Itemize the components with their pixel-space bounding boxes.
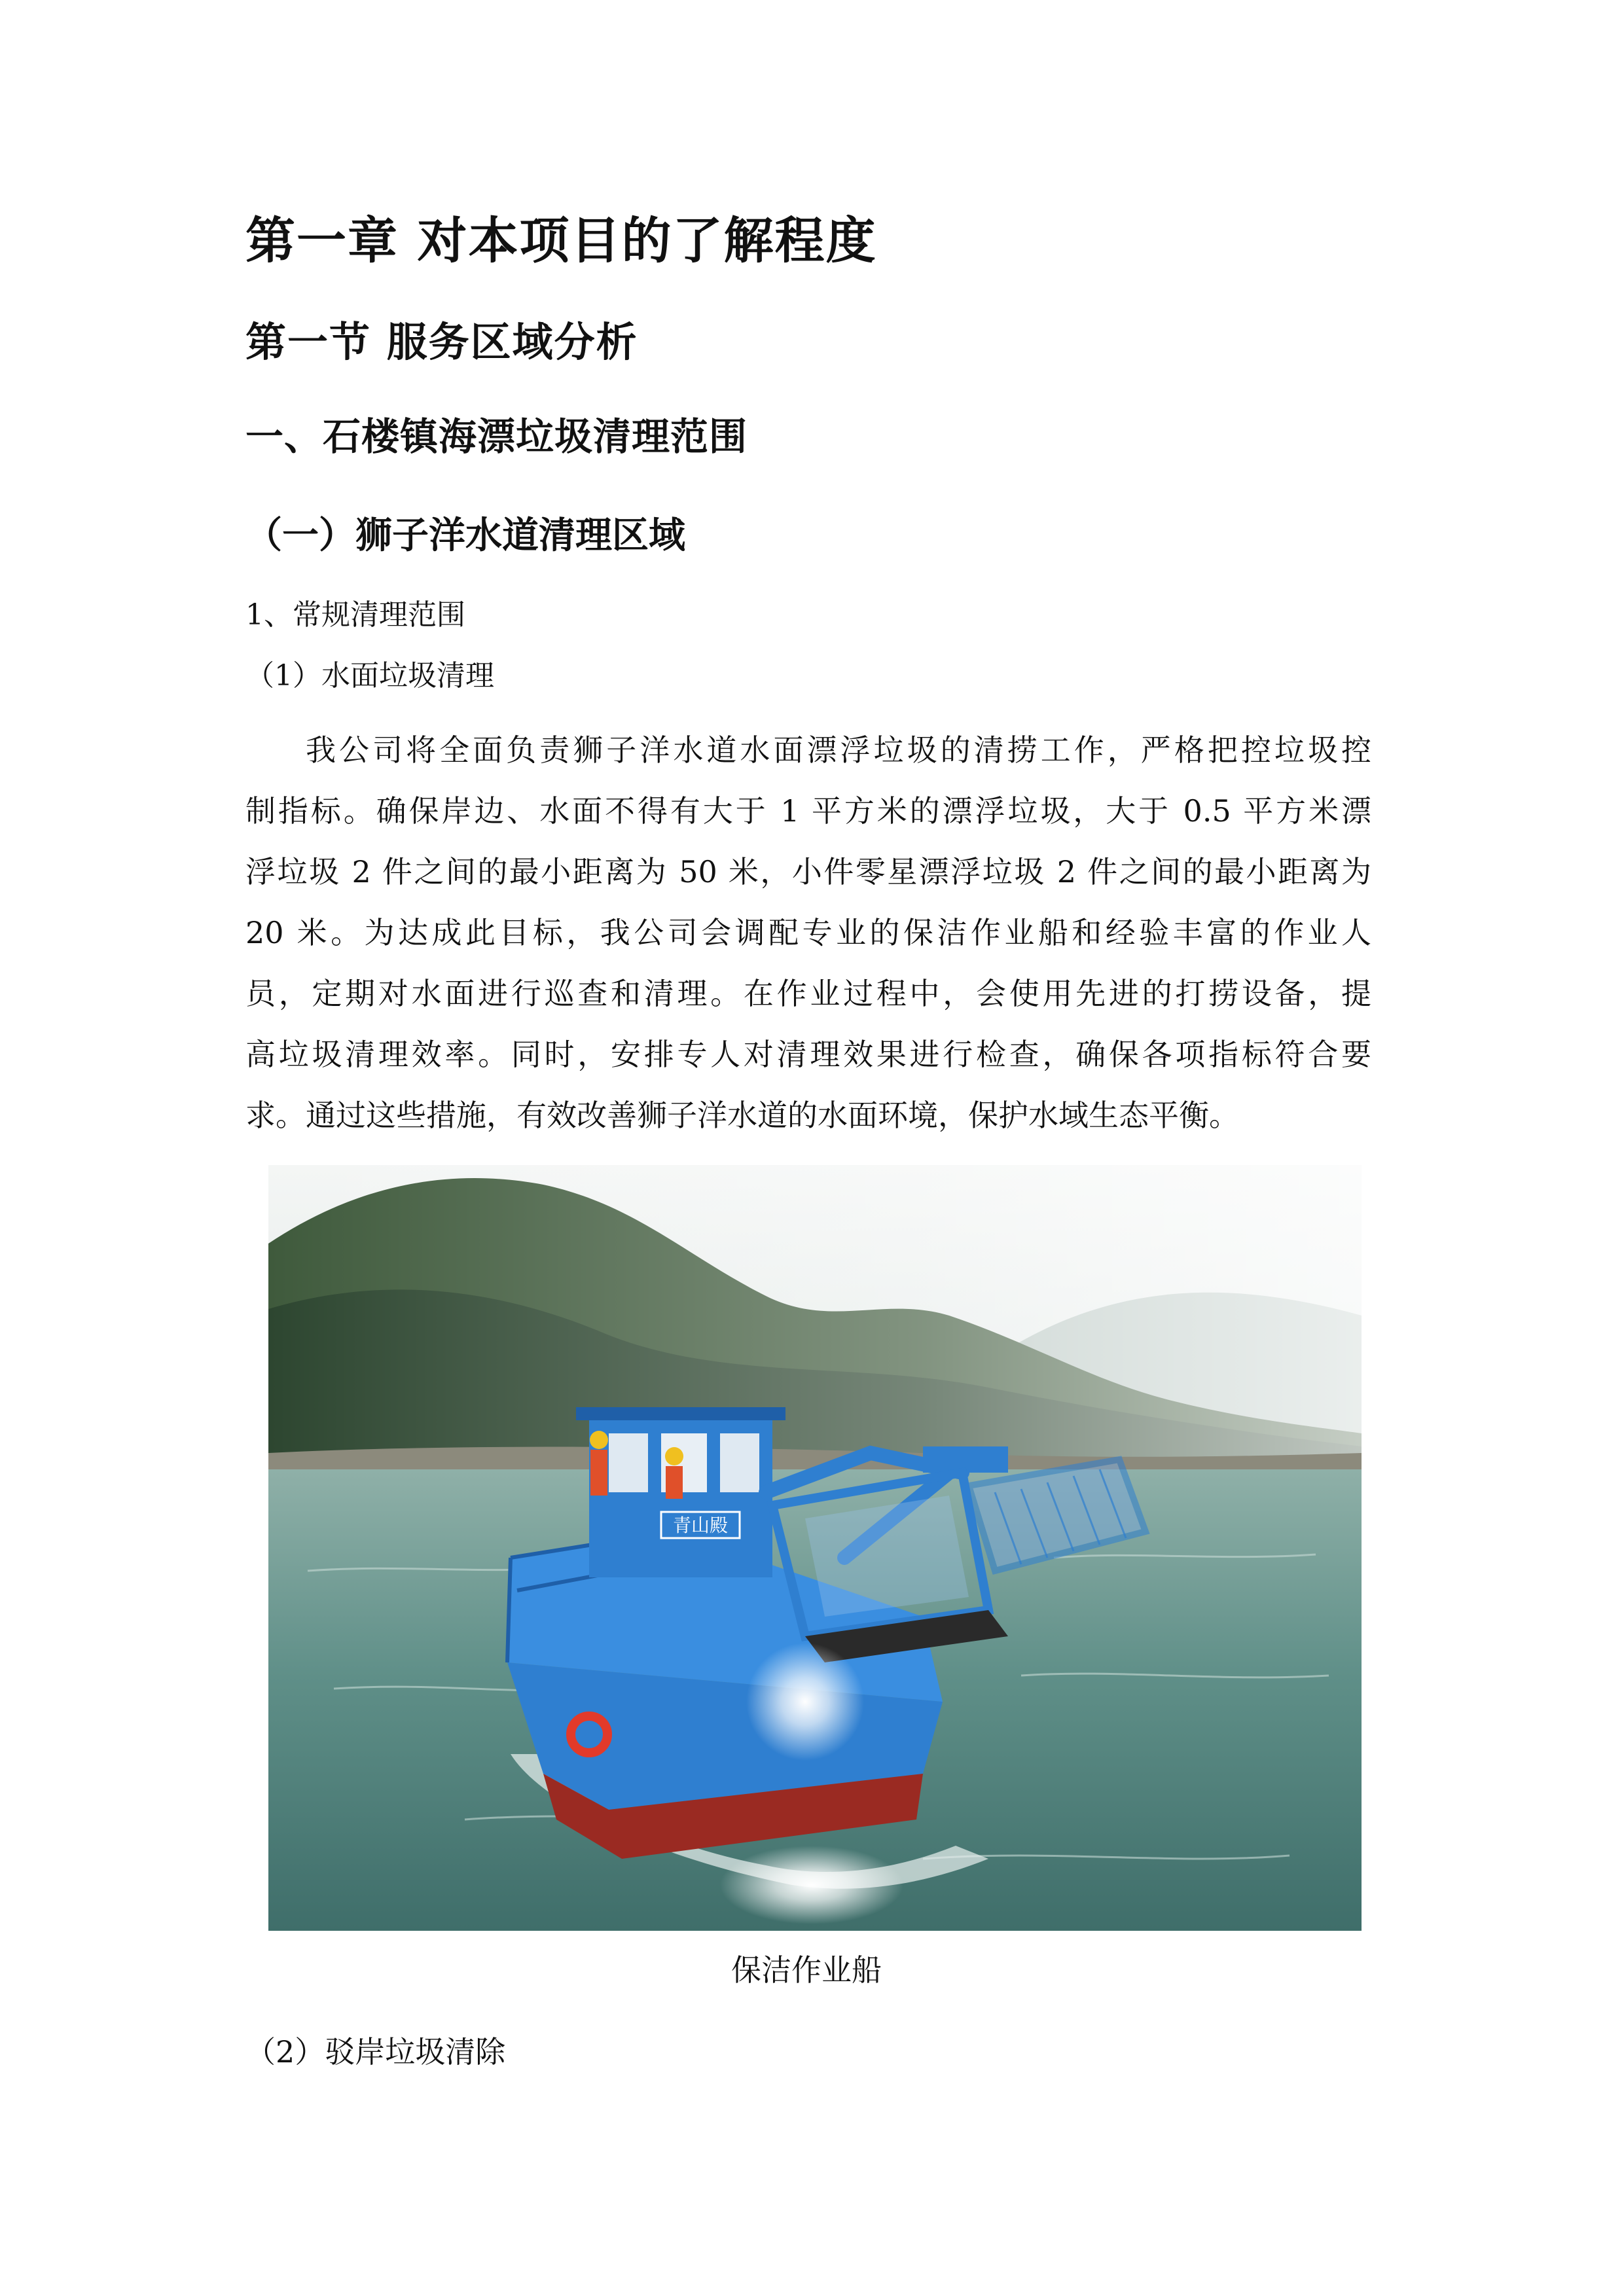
- cleaning-boat-photo: [268, 1165, 1362, 1931]
- paragraph-line: 20 米。为达成此目标，我公司会调配专业的保洁作业船和经验丰富的作业人: [245, 915, 1371, 950]
- paragraph-line: 制指标。确保岸边、水面不得有大于 1 平方米的漂浮垃圾，大于 0.5 平方米漂: [245, 793, 1371, 829]
- paragraph-line: 浮垃圾 2 件之间的最小距离为 50 米，小件零星漂浮垃圾 2 件之间的最小距离为: [245, 854, 1371, 889]
- body-paragraph: [245, 720, 1371, 1146]
- item-heading-surface-cleanup: （1）水面垃圾清理: [245, 659, 494, 692]
- subsection-title-scope: 一、石楼镇海漂垃圾清理范围: [245, 414, 748, 459]
- paragraph-line: 高垃圾清理效率。同时，安排专人对清理效果进行检查，确保各项指标符合要: [245, 1037, 1371, 1072]
- subsection-title-area: （一）狮子洋水道清理区域: [245, 514, 685, 557]
- paragraph-line: 我公司将全面负责狮子洋水道水面漂浮垃圾的清捞工作，严格把控垃圾控: [306, 732, 1371, 768]
- boat-name-label: 青山殿: [672, 1515, 729, 1536]
- paragraph-line: 员，定期对水面进行巡查和清理。在作业过程中，会使用先进的打捞设备，提: [245, 976, 1371, 1011]
- section-title: 第一节 服务区域分析: [245, 318, 638, 366]
- item-heading-routine-scope: 1、常规清理范围: [245, 598, 465, 632]
- item-heading-revetment-cleanup: （2）驳岸垃圾清除: [245, 2034, 506, 2070]
- chapter-title: 第一章 对本项目的了解程度: [245, 211, 877, 270]
- paragraph-line: 求。通过这些措施，有效改善狮子洋水道的水面环境，保护水域生态平衡。: [245, 1098, 1239, 1133]
- figure-caption: 保洁作业船: [731, 1952, 882, 1988]
